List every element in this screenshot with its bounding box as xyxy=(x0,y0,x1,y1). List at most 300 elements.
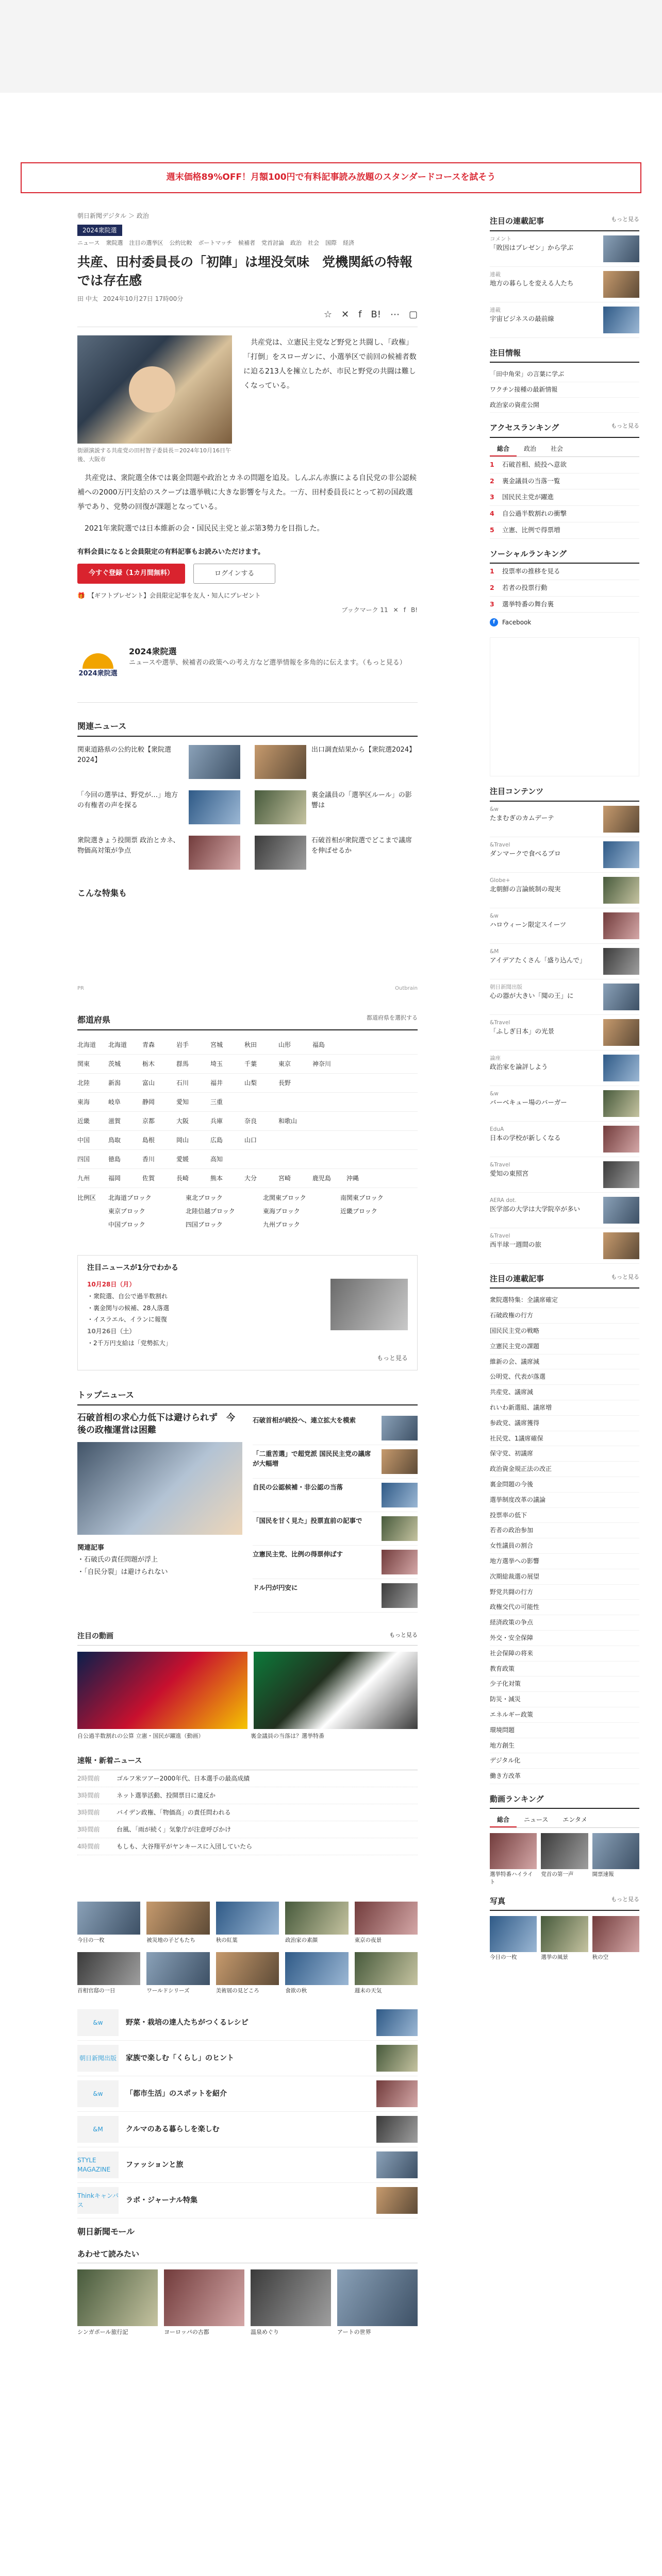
prefecture-list xyxy=(77,1036,418,1188)
rank-item[interactable] xyxy=(490,457,639,473)
rank-item[interactable] xyxy=(490,580,639,597)
prefecture-link[interactable]: 奈良 xyxy=(244,1117,257,1125)
photo-card[interactable] xyxy=(285,1902,348,1944)
login-button[interactable]: ログインする xyxy=(193,564,275,584)
rank-item[interactable] xyxy=(490,489,639,506)
rank-number: 3 xyxy=(490,600,494,608)
photo-card[interactable] xyxy=(77,1902,140,1944)
promo-text: 週末価格89%OFF！月額100円で有料記事読み放題のスタンダードコースを試そう xyxy=(166,172,496,183)
video-captions xyxy=(77,1732,418,1741)
prefecture-link[interactable]: 岩手 xyxy=(176,1041,189,1048)
photo-card[interactable] xyxy=(355,1952,418,1995)
prefecture-link[interactable]: 京都 xyxy=(142,1117,155,1125)
series-item[interactable]: 地方選挙への影響 xyxy=(490,1554,639,1569)
quick-news-date: 10月26日（土） xyxy=(87,1328,136,1335)
photo-card[interactable] xyxy=(541,1916,588,1961)
series-item[interactable]: 参政党、議席獲得 xyxy=(490,1416,639,1431)
topic-item[interactable]: 「田中角栄」の言葉に学ぶ xyxy=(490,367,639,382)
quick-news-image[interactable] xyxy=(330,1279,408,1330)
topic-item[interactable]: ワクチン接種の最新情報 xyxy=(490,382,639,398)
photo-caption: 被災地の子どもたち xyxy=(146,1937,195,1944)
movie-card[interactable] xyxy=(490,1833,537,1886)
news-time: 3時間前 xyxy=(77,1826,100,1834)
block-link[interactable]: 四国ブロック xyxy=(186,1221,223,1228)
series-item[interactable]: 政治資金規正法の改正 xyxy=(490,1462,639,1477)
list-item[interactable] xyxy=(253,1412,418,1445)
share-count: ブックマーク 11 xyxy=(341,606,388,614)
block-link[interactable]: 北海道ブロック xyxy=(108,1194,152,1201)
series-heading: 注目の連載記事 xyxy=(490,1274,544,1283)
prefecture-links xyxy=(108,1059,418,1069)
content-text xyxy=(490,912,598,939)
also-thumb xyxy=(251,2269,331,2326)
pr-thumb xyxy=(376,2009,418,2036)
series-item[interactable]: 若者の政治参加 xyxy=(490,1523,639,1538)
nav-item[interactable]: 衆院選 xyxy=(106,240,123,246)
item-title: 「国民を甘く見た」投票直前の記事で xyxy=(253,1516,362,1524)
content-thumb xyxy=(603,912,639,939)
quick-news-line[interactable]: ・2千万円支給は「党勢拡大」 xyxy=(87,1339,172,1347)
list-item[interactable] xyxy=(253,1512,418,1546)
video-more[interactable]: もっと見る xyxy=(389,1631,418,1638)
sun-icon xyxy=(82,653,113,669)
movie-card[interactable] xyxy=(541,1833,588,1886)
photo-card[interactable] xyxy=(355,1902,418,1944)
movie-title: 党首の第一声 xyxy=(541,1871,574,1878)
spacer xyxy=(77,1220,108,1229)
series-item[interactable]: 共産党、議席減 xyxy=(490,1385,639,1400)
prefecture-link[interactable]: 秋田 xyxy=(244,1041,257,1048)
prefecture-link[interactable]: 高知 xyxy=(210,1156,223,1163)
series-item[interactable]: 次期総裁選の展望 xyxy=(490,1569,639,1585)
gift-text[interactable]: 【ギフトプレゼント】会員限定記事を友人・知人にプレゼント xyxy=(88,592,261,599)
content-item[interactable] xyxy=(490,873,639,908)
news-row[interactable] xyxy=(77,1804,418,1821)
topic-item[interactable]: 政治家の資産公開 xyxy=(490,398,639,413)
pr-item[interactable] xyxy=(77,2112,418,2147)
popular-more[interactable]: もっと見る xyxy=(611,216,639,223)
content-item[interactable] xyxy=(490,1157,639,1193)
prefecture-link[interactable]: 長野 xyxy=(278,1079,291,1087)
item-title: 石破首相が続投へ、連立拡大を模索 xyxy=(253,1416,356,1424)
list-item[interactable] xyxy=(253,1445,418,1479)
series-item[interactable]: 立憲民主党の課題 xyxy=(490,1339,639,1354)
prefecture-link[interactable]: 北海道 xyxy=(108,1041,127,1048)
small-item[interactable]: ・石破氏の責任問題が浮上 xyxy=(77,1556,158,1564)
photo-thumb xyxy=(77,1952,140,1985)
nav-item[interactable]: 公約比較 xyxy=(169,240,192,246)
list-item[interactable] xyxy=(253,1546,418,1579)
content-item[interactable] xyxy=(490,1228,639,1264)
also-card[interactable] xyxy=(77,2269,158,2336)
list-item[interactable] xyxy=(77,790,240,824)
series-item[interactable]: 少子化対策 xyxy=(490,1676,639,1692)
nav-item[interactable]: 社会 xyxy=(308,240,320,246)
also-heading: あわせて読みたい xyxy=(77,2248,418,2264)
rank-item[interactable] xyxy=(490,522,639,539)
content-title: 政治家を論評しよう xyxy=(490,1063,548,1071)
content-thumb xyxy=(603,1019,639,1046)
popular-meta: 連載 xyxy=(490,307,501,313)
bookmark-icon[interactable]: ☆ xyxy=(323,309,332,320)
series-item[interactable]: 環境問題 xyxy=(490,1723,639,1738)
content-item[interactable] xyxy=(490,1122,639,1157)
content-text xyxy=(490,1197,598,1224)
prefecture-link[interactable]: 福井 xyxy=(210,1079,223,1087)
photo-card[interactable] xyxy=(146,1952,209,1995)
pr-item[interactable] xyxy=(77,2005,418,2041)
rank-number: 3 xyxy=(490,493,494,501)
content-source: &Travel xyxy=(490,1161,510,1168)
series-item[interactable]: 女性議員の割合 xyxy=(490,1538,639,1554)
pr-logo xyxy=(77,2045,119,2072)
sidebar-heading xyxy=(490,215,639,231)
content-text xyxy=(490,948,598,975)
list-item[interactable] xyxy=(255,745,418,779)
block-link[interactable]: 東海ブロック xyxy=(263,1208,300,1215)
prefecture-link[interactable]: 大分 xyxy=(244,1175,257,1182)
paywall-buttons xyxy=(77,564,418,584)
movie-tab[interactable]: ニュース xyxy=(524,1816,549,1824)
item-title: 裏金議員の「選挙区ルール」の影響は xyxy=(311,791,412,810)
access-tab[interactable]: 総合 xyxy=(490,442,517,456)
prefecture-link[interactable]: 宮城 xyxy=(210,1041,223,1048)
facebook-share-icon[interactable]: f xyxy=(403,606,406,614)
content-source: &Travel xyxy=(490,1232,510,1239)
popular-item[interactable] xyxy=(490,267,639,302)
block-link[interactable]: 中国ブロック xyxy=(108,1221,145,1228)
pr-headline: クルマのある暮らしを楽しむ xyxy=(126,2125,220,2133)
series-item[interactable]: 石破政権の行方 xyxy=(490,1308,639,1324)
prefecture-link[interactable]: 鳥取 xyxy=(108,1137,121,1144)
breaking-news xyxy=(77,1756,418,1855)
prefecture-link[interactable]: 沖縄 xyxy=(346,1175,359,1182)
movie-card[interactable] xyxy=(592,1833,639,1886)
copy-link-icon[interactable]: ▢ xyxy=(408,309,418,320)
list-item[interactable] xyxy=(77,836,240,870)
prefecture-link[interactable]: 東京 xyxy=(278,1060,291,1067)
promo-banner[interactable] xyxy=(21,162,641,193)
prefecture-link[interactable]: 兵庫 xyxy=(210,1117,223,1125)
rank-item[interactable] xyxy=(490,564,639,580)
news-row[interactable] xyxy=(77,1770,418,1787)
photo-card[interactable] xyxy=(592,1916,639,1961)
section-tag[interactable]: 2024衆院選 xyxy=(77,225,122,236)
election-banner[interactable] xyxy=(77,646,418,703)
popular-title: 地方の暮らしを変える人たち xyxy=(490,279,574,287)
news-row[interactable] xyxy=(77,1787,418,1804)
block-link[interactable]: 北陸信越ブロック xyxy=(186,1208,235,1215)
blocks-label: 比例区 xyxy=(77,1194,96,1201)
mall-title[interactable]: 朝日新聞モール xyxy=(77,2226,135,2236)
x-share-icon[interactable]: ✕ xyxy=(341,309,350,320)
content-item[interactable] xyxy=(490,1086,639,1122)
pr-logo xyxy=(77,2151,119,2178)
ad-box[interactable] xyxy=(77,908,418,995)
prefecture-link[interactable]: 福岡 xyxy=(108,1175,121,1182)
content-title: 日本の学校が新しくなる xyxy=(490,1134,561,1142)
prefecture-link[interactable]: 山口 xyxy=(244,1137,257,1144)
series-item[interactable]: 衆院選特集：全議席確定 xyxy=(490,1293,639,1308)
movie-tab[interactable]: エンタメ xyxy=(562,1816,587,1824)
facebook-row[interactable] xyxy=(490,618,639,627)
content-thumb xyxy=(603,806,639,833)
photo-caption: 美術展の見どころ xyxy=(216,1987,259,1994)
photo-thumb xyxy=(490,1916,537,1952)
quick-news-line[interactable]: ・裏金関与の候補、28人落選 xyxy=(87,1304,170,1312)
content-item[interactable] xyxy=(490,908,639,944)
series-item[interactable]: 防災・減災 xyxy=(490,1692,639,1707)
photo-card[interactable] xyxy=(146,1902,209,1944)
series-item[interactable]: 外交・安全保障 xyxy=(490,1631,639,1646)
sidebar-heading xyxy=(490,1793,639,1809)
series-item[interactable]: 社民党、1議席確保 xyxy=(490,1431,639,1447)
block-link[interactable]: 東北ブロック xyxy=(186,1194,223,1201)
video-row xyxy=(77,1652,418,1729)
photo-thumb xyxy=(541,1916,588,1952)
series-item[interactable]: 国民民主党の戦略 xyxy=(490,1324,639,1339)
item-title: 出口調査結果から【衆院選2024】 xyxy=(311,746,416,754)
also-card[interactable] xyxy=(337,2269,418,2336)
pr-text xyxy=(126,2018,369,2028)
content-item[interactable] xyxy=(490,1193,639,1228)
block-link[interactable]: 近畿ブロック xyxy=(340,1208,377,1215)
prefecture-link[interactable]: 青森 xyxy=(142,1041,155,1048)
prefecture-link[interactable]: 山形 xyxy=(278,1041,291,1048)
lead-title: 石破首相の求心力低下は避けられず 今後の政権運営は困難 xyxy=(77,1412,235,1436)
prefecture-link[interactable]: 群馬 xyxy=(176,1060,189,1067)
pr-source: &w xyxy=(93,2019,103,2026)
author[interactable]: 田 中太 xyxy=(77,295,98,302)
prefecture-link[interactable]: 和歌山 xyxy=(278,1117,297,1125)
prefecture-link[interactable]: 山梨 xyxy=(244,1079,257,1087)
photo-title: 選挙の風景 xyxy=(541,1954,568,1961)
prefecture-links xyxy=(108,1174,418,1183)
photo-card[interactable] xyxy=(490,1916,537,1961)
prefecture-link[interactable]: 愛媛 xyxy=(176,1156,189,1163)
series-item[interactable]: 保守党、初議席 xyxy=(490,1446,639,1462)
prefecture-link[interactable]: 三重 xyxy=(210,1098,223,1106)
prefecture-link[interactable]: 宮崎 xyxy=(278,1175,291,1182)
sidebar xyxy=(490,206,639,1961)
region-row xyxy=(77,1074,418,1093)
series-item[interactable]: 地方創生 xyxy=(490,1738,639,1754)
list-item[interactable] xyxy=(255,836,418,870)
prefecture-link[interactable]: 大阪 xyxy=(176,1117,189,1125)
access-tab[interactable]: 政治 xyxy=(524,445,537,452)
block-link[interactable]: 北関東ブロック xyxy=(263,1194,306,1201)
region-link[interactable]: 都道府県を選択する xyxy=(367,1014,418,1021)
prefecture-link[interactable]: 広島 xyxy=(210,1137,223,1144)
video-thumb[interactable] xyxy=(254,1652,418,1729)
prefecture-link[interactable]: 千葉 xyxy=(244,1060,257,1067)
more-share-icon[interactable]: ⋯ xyxy=(390,309,400,320)
breadcrumb[interactable]: 朝日新聞デジタル ＞ 政治 xyxy=(77,212,149,219)
series-item[interactable]: 野党共闘の行方 xyxy=(490,1585,639,1600)
hatena-bookmark-icon[interactable]: B! xyxy=(371,309,381,320)
content-item[interactable] xyxy=(490,837,639,873)
election-logo xyxy=(77,646,119,687)
rank-item[interactable] xyxy=(490,473,639,490)
content-thumb xyxy=(603,1161,639,1188)
content-source: &Travel xyxy=(490,1019,510,1026)
access-more[interactable]: もっと見る xyxy=(611,422,639,430)
photo-card[interactable] xyxy=(285,1952,348,1995)
popular-item[interactable] xyxy=(490,302,639,338)
x-share-icon[interactable]: ✕ xyxy=(393,606,399,614)
nav-item[interactable]: 経済 xyxy=(343,240,355,246)
pr-item[interactable] xyxy=(77,2076,418,2112)
header-ad-area xyxy=(0,0,662,93)
popular-title: 宇宙ビジネスの最前線 xyxy=(490,314,554,323)
video-thumb[interactable] xyxy=(77,1652,247,1729)
thumbnail xyxy=(255,745,306,779)
hatena-bookmark-icon[interactable]: B! xyxy=(410,606,418,614)
photo-card[interactable] xyxy=(216,1952,279,1995)
small-item[interactable]: ・「自民分裂」は避けられない xyxy=(77,1568,168,1576)
series-item[interactable]: 政権交代の可能性 xyxy=(490,1600,639,1615)
block-link[interactable]: 九州ブロック xyxy=(263,1221,300,1228)
nav-item[interactable]: 注目の選挙区 xyxy=(129,240,163,246)
share-bar-bottom xyxy=(77,605,418,615)
content-item[interactable] xyxy=(490,802,639,837)
nav-item[interactable]: ニュース xyxy=(77,240,100,246)
pr-source: &w xyxy=(93,2090,103,2097)
series-item[interactable]: デジタル化 xyxy=(490,1753,639,1769)
prefecture-link[interactable]: 愛知 xyxy=(176,1098,189,1106)
nav-item[interactable]: 候補者 xyxy=(238,240,256,246)
pr-item[interactable] xyxy=(77,2183,418,2218)
prefecture-link[interactable]: 福島 xyxy=(312,1041,325,1048)
region-row xyxy=(77,1131,418,1150)
prefecture-link[interactable]: 徳島 xyxy=(108,1156,121,1163)
photo-card[interactable] xyxy=(216,1902,279,1944)
prefecture-link[interactable]: 佐賀 xyxy=(142,1175,155,1182)
series-item[interactable]: 選挙制度改革の議論 xyxy=(490,1493,639,1508)
prefecture-link[interactable]: 栃木 xyxy=(142,1060,155,1067)
prefecture-link[interactable]: 熊本 xyxy=(210,1175,223,1182)
prefecture-link[interactable]: 静岡 xyxy=(142,1098,155,1106)
prefecture-link[interactable]: 岐阜 xyxy=(108,1098,121,1106)
prefecture-link[interactable]: 石川 xyxy=(176,1079,189,1087)
rank-number: 1 xyxy=(490,567,494,575)
prefecture-link[interactable]: 富山 xyxy=(142,1079,155,1087)
top-news-lead[interactable] xyxy=(77,1412,242,1613)
prefecture-link[interactable]: 埼玉 xyxy=(210,1060,223,1067)
also-grid xyxy=(77,2269,418,2336)
list-item[interactable] xyxy=(77,745,240,779)
video-caption[interactable]: 裏金議員の当落は？選挙特番 xyxy=(251,1732,324,1739)
series-item[interactable]: 経済政策の争点 xyxy=(490,1615,639,1631)
series-item[interactable]: 維新の会、議席減 xyxy=(490,1354,639,1370)
register-button[interactable]: 今すぐ登録（1カ月間無料） xyxy=(77,564,185,584)
series-item[interactable]: 裏金問題の今後 xyxy=(490,1477,639,1493)
photo-card[interactable] xyxy=(77,1952,140,1995)
sidebar-heading xyxy=(490,1895,639,1911)
prefecture-link[interactable]: 鹿児島 xyxy=(312,1175,332,1182)
also-card[interactable] xyxy=(251,2269,331,2336)
series-item[interactable]: 働き方改革 xyxy=(490,1769,639,1784)
nav-item[interactable]: 党首討論 xyxy=(261,240,285,246)
access-tab[interactable]: 社会 xyxy=(551,445,564,452)
series-item[interactable]: れいわ新選組、議席増 xyxy=(490,1400,639,1416)
popular-item[interactable] xyxy=(490,231,639,267)
block-link[interactable]: 東京ブロック xyxy=(108,1208,145,1215)
nav-item[interactable]: 政治 xyxy=(290,240,302,246)
thumbnail xyxy=(382,1483,418,1507)
pr-source: 朝日新聞出版 xyxy=(79,2054,117,2062)
series-item[interactable]: 公明党、代表が落選 xyxy=(490,1369,639,1385)
content-item[interactable] xyxy=(490,979,639,1015)
content-source: 論座 xyxy=(490,1055,501,1061)
video-heading: 注目の動画 xyxy=(77,1632,113,1640)
prefecture-link[interactable]: 滋賀 xyxy=(108,1117,121,1125)
pr-thumb xyxy=(376,2045,418,2072)
content-item[interactable] xyxy=(490,944,639,979)
quick-news-line[interactable]: ・イスラエル、イランに報復 xyxy=(87,1316,167,1324)
prefecture-link[interactable]: 香川 xyxy=(142,1156,155,1163)
facebook-share-icon[interactable]: f xyxy=(358,309,362,320)
block-link[interactable]: 南関東ブロック xyxy=(340,1194,384,1201)
nav-item[interactable]: 国際 xyxy=(325,240,337,246)
photo-more[interactable]: もっと見る xyxy=(611,1895,639,1903)
article-photo[interactable] xyxy=(77,335,232,464)
list-item[interactable] xyxy=(253,1479,418,1512)
rank-item[interactable] xyxy=(490,597,639,613)
nav-item[interactable]: ボートマッチ xyxy=(198,240,233,246)
sidebar-heading xyxy=(490,548,639,564)
series-item[interactable]: エネルギー政策 xyxy=(490,1707,639,1723)
content-item[interactable] xyxy=(490,1050,639,1086)
pr-item[interactable] xyxy=(77,2147,418,2183)
list-item[interactable] xyxy=(255,790,418,824)
series-item[interactable]: 社会保障の将来 xyxy=(490,1646,639,1662)
photo-thumb xyxy=(216,1952,279,1985)
news-row[interactable] xyxy=(77,1821,418,1838)
pr-item[interactable] xyxy=(77,2041,418,2076)
also-card[interactable] xyxy=(164,2269,244,2336)
prefecture-link[interactable]: 長崎 xyxy=(176,1175,189,1182)
content-text xyxy=(490,841,598,868)
quick-news-line[interactable]: ・衆院選、自公で過半数割れ xyxy=(87,1292,168,1300)
prefecture-link[interactable]: 岡山 xyxy=(176,1137,189,1144)
movie-tab[interactable]: 総合 xyxy=(490,1813,517,1827)
popular-list xyxy=(490,231,639,338)
sidebar-ad[interactable] xyxy=(490,637,639,776)
rank-item[interactable] xyxy=(490,506,639,522)
prefecture-link[interactable]: 茨城 xyxy=(108,1060,121,1067)
list-item[interactable] xyxy=(253,1579,418,1613)
ad-provider[interactable]: Outbrain xyxy=(395,986,418,991)
content-text xyxy=(490,1055,598,1081)
prefecture-link[interactable]: 島根 xyxy=(142,1137,155,1144)
region-heading-row xyxy=(77,1014,418,1030)
prefecture-link[interactable]: 神奈川 xyxy=(312,1060,332,1067)
quick-news-more[interactable]: もっと見る xyxy=(376,1354,408,1362)
region-name: 東海 xyxy=(77,1098,90,1106)
series-item[interactable]: 投票率の低下 xyxy=(490,1508,639,1523)
series-item[interactable]: 教育政策 xyxy=(490,1662,639,1677)
region-name: 北陸 xyxy=(77,1079,90,1087)
news-row[interactable] xyxy=(77,1838,418,1855)
content-item[interactable] xyxy=(490,1015,639,1050)
photo-caption: 東京の夜景 xyxy=(354,1937,382,1944)
election-logo-text: 2024衆院選 xyxy=(78,670,118,678)
prefecture-link[interactable]: 新潟 xyxy=(108,1079,121,1087)
video-caption[interactable]: 自公過半数割れの公算 立憲・国民が躍進（動画） xyxy=(77,1732,204,1739)
thumbnail xyxy=(382,1550,418,1574)
series-more[interactable]: もっと見る xyxy=(611,1273,639,1280)
